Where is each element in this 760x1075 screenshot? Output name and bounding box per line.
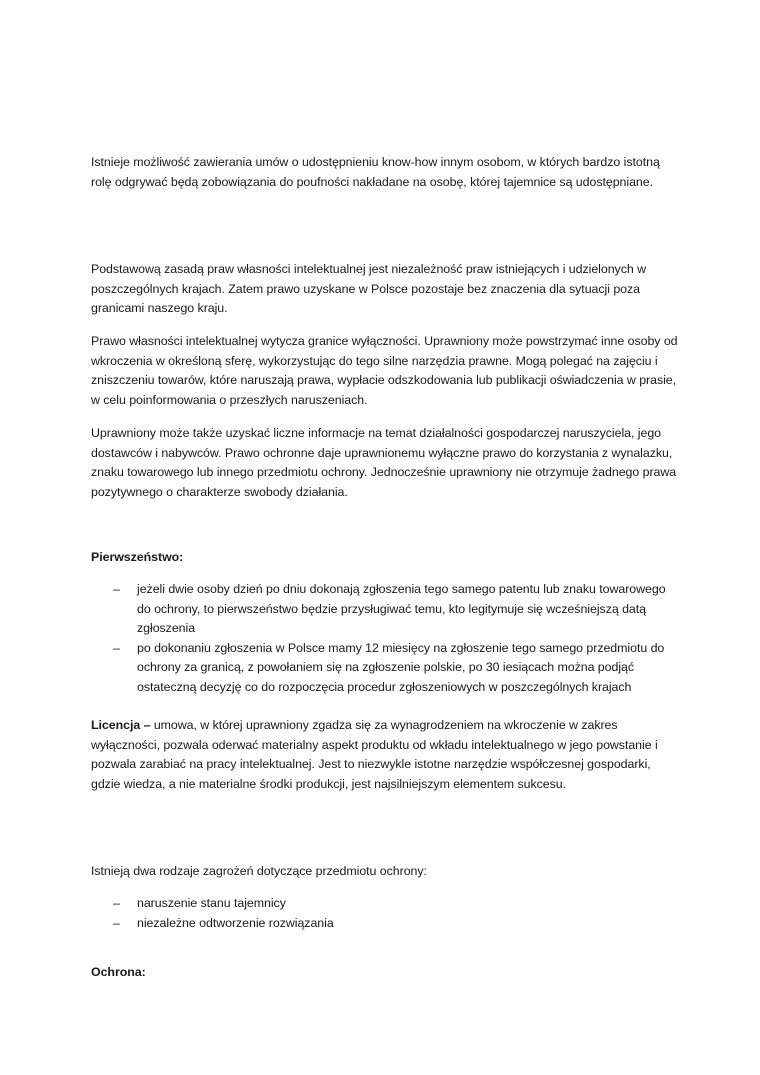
threats-list <box>91 894 681 933</box>
paragraph-threats-intro: Istnieją dwa rodzaje zagrożeń dotyczące przedmiotu ochrony: <box>91 864 427 878</box>
heading-priority: Pierwszeństwo: <box>91 550 184 564</box>
dash-bullet-icon: – <box>113 582 120 596</box>
list-item <box>91 639 681 698</box>
list-item-text: jeżeli dwie osoby dzień po dniu dokonają zgłoszenia tego samego patentu lub znaku towarowego do ochrony, to pierwszeństwo będzie przysługiwać temu, kto legitymuje się wcześniejszą datą zgłoszenia <box>137 582 666 636</box>
list-item <box>91 914 681 934</box>
list-item-text: naruszenie stanu tajemnicy <box>137 896 286 910</box>
priority-list <box>91 580 681 698</box>
dash-bullet-icon: – <box>113 640 120 655</box>
paragraph-exclusivity: Prawo własności intelektualnej wytycza granice wyłączności. Uprawniony może powstrzymać inne osoby od wkroczenia w określoną sferę, wykorzystując do tego silne narzędzia prawne. Mogą polegać na zajęciu i zniszczeniu towarów, które naruszają prawa, wypłacie odszkodowania lub publikacji oświadczenia w prasie, w celu poinformowania o przeszłych naruszeniach. <box>91 334 678 407</box>
list-item-text: po dokonaniu zgłoszenia w Polsce mamy 12 miesięcy na zgłoszenie tego samego przedmiotu do ochrony za granicą, z powołaniem się na zgłoszenie polskie, po 30 iesiącach można podjąć ostateczną decyzję co do rozpoczęcia procedur zgłoszeniowych w poszczególnych krajach <box>137 640 665 694</box>
paragraph-rights-holder: Uprawniony może także uzyskać liczne informacje na temat działalności gospodarczej naruszyciela, jego dostawców i nabywców. Prawo ochronne daje uprawnionemu wyłączne prawo do korzystania z wynalazku, znaku towarowego lub innego przedmiotu ochrony. Jednocześnie uprawniony nie otrzymuje żadnego prawa pozytywnego o charakterze swobody działania. <box>91 426 677 499</box>
list-item <box>91 580 681 639</box>
paragraph-license <box>91 716 681 794</box>
license-definition: umowa, w której uprawniony zgadza się za wynagrodzeniem na wkroczenie w zakres wyłączności, pozwala oderwać materialny aspekt produktu od wkładu intelektualnego w jego powstanie i pozwala zarabiać na pracy intelektualnej. Jest to niezwykle istotne narzędzie współczesnej gospodarki, gdzie wiedza, a nie materialne środki produkcji, jest najsilniejszym elementem sukcesu. <box>91 718 658 791</box>
paragraph-territorial-independence: Podstawową zasadą praw własności intelektualnej jest niezależność praw istniejących i udzielonych w poszczególnych krajach. Zatem prawo uzyskane w Polsce pozostaje bez znaczenia dla sytuacji poza granicami naszego kraju. <box>91 262 646 316</box>
heading-protection: Ochrona: <box>91 965 146 979</box>
list-item <box>91 894 681 914</box>
dash-bullet-icon: – <box>113 896 120 910</box>
paragraph-know-how: Istnieje możliwość zawierania umów o udostępnieniu know-how innym osobom, w których bardzo istotną rolę odgrywać będą zobowiązania do poufności nakładane na osobę, której tajemnice są udostępniane. <box>91 155 660 189</box>
list-item-text: niezależne odtworzenie rozwiązania <box>137 915 334 930</box>
dash-bullet-icon: – <box>113 915 120 930</box>
license-term: Licencja – <box>91 718 151 732</box>
